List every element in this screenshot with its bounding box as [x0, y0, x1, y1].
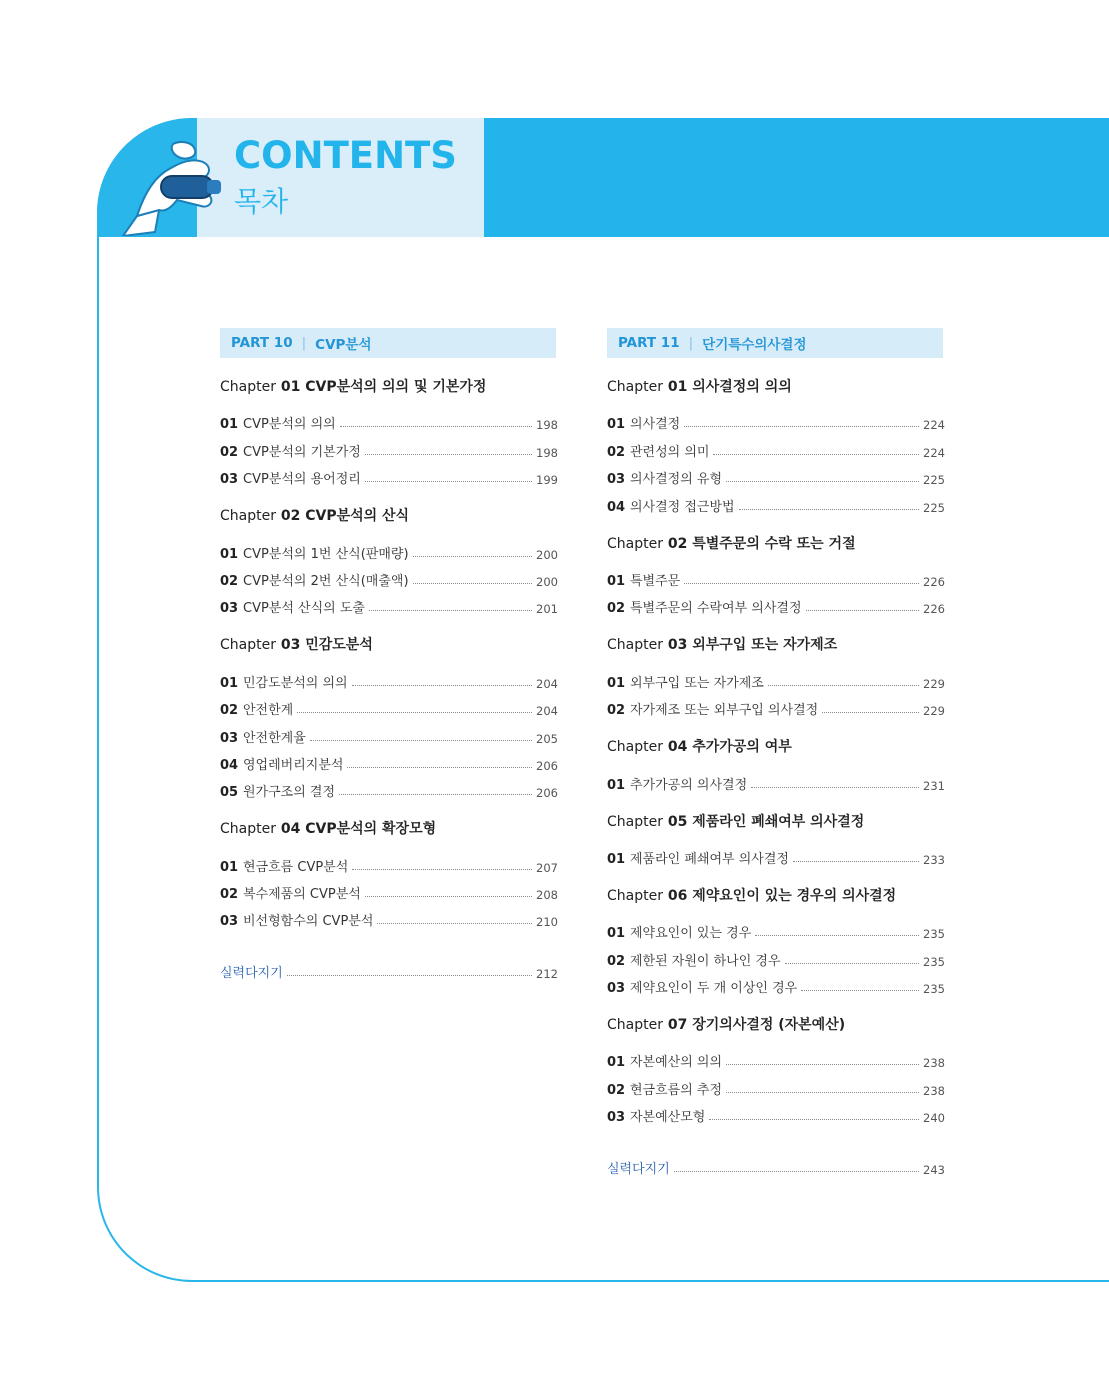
part-label: PART 10	[231, 335, 293, 351]
chapter-section	[220, 376, 556, 487]
contents-subtitle: 목차	[234, 185, 289, 218]
chapter-section	[607, 376, 943, 515]
part-label: PART 11	[618, 335, 680, 351]
toc-entry[interactable]: 05 원가구조의 결정 206	[220, 785, 558, 801]
toc-entry[interactable]: 01 추가가공의 의사결정 231	[607, 777, 945, 793]
toc-entry[interactable]: 03 자본예산모형 240	[607, 1110, 945, 1126]
toc-entry[interactable]: 01 CVP분석의 의의 198	[220, 417, 558, 433]
chapter-title: Chapter 02 CVP분석의 산식	[220, 508, 410, 525]
chapter-section	[607, 634, 943, 718]
toc-entry[interactable]: 01 자본예산의 의의 238	[607, 1055, 945, 1071]
toc-entry[interactable]: 02 특별주문의 수락여부 의사결정 226	[607, 601, 945, 617]
toc-entry[interactable]: 03 제약요인이 두 개 이상인 경우 235	[607, 981, 945, 997]
chapter-title: Chapter 01 CVP분석의 의의 및 기본가정	[220, 379, 487, 395]
chapter-title: Chapter 05 제품라인 폐쇄여부 의사결정	[607, 813, 865, 830]
chapter-title: Chapter 04 추가가공의 여부	[607, 739, 792, 756]
chapter-section	[607, 811, 943, 867]
chapter-title: Chapter 02 특별주문의 수락 또는 거절	[607, 535, 856, 552]
chapter-title: Chapter 03 외부구입 또는 자가제조	[607, 637, 838, 654]
part-separator: |	[301, 335, 307, 351]
toc-entry[interactable]: 03 CVP분석 산식의 도출 201	[220, 601, 558, 617]
toc-entry[interactable]: 02 자가제조 또는 외부구입 의사결정 229	[607, 703, 945, 719]
toc-entry[interactable]: 04 의사결정 접근방법 225	[607, 499, 945, 515]
chapter-section	[607, 885, 943, 996]
chapter-section	[607, 1014, 943, 1125]
chapter-title: Chapter 01 의사결정의 의의	[607, 379, 792, 395]
chapter-title: Chapter 06 제약요인이 있는 경우의 의사결정	[607, 887, 897, 904]
toc-entry[interactable]: 01 외부구입 또는 자가제조 229	[607, 675, 945, 691]
hand-holding-marker-icon	[115, 132, 225, 236]
contents-header	[97, 118, 1109, 237]
part-title: CVP분석	[315, 337, 372, 353]
part-heading	[220, 328, 556, 358]
toc-entry[interactable]: 02 현금흐름의 추정 238	[607, 1082, 945, 1098]
toc-column-part-11	[607, 328, 943, 1177]
toc-entry[interactable]: 01 제약요인이 있는 경우 235	[607, 926, 945, 942]
chapter-section	[220, 634, 556, 800]
toc-entry[interactable]: 01 CVP분석의 1번 산식(판매량) 200	[220, 546, 558, 562]
toc-entry[interactable]: 02 관련성의 의미 224	[607, 444, 945, 460]
chapter-section	[220, 818, 556, 929]
chapter-title: Chapter 07 장기의사결정 (자본예산)	[607, 1017, 846, 1034]
chapter-section	[607, 736, 943, 792]
toc-entry[interactable]: 02 CVP분석의 2번 산식(매출액) 200	[220, 573, 558, 589]
part-heading	[607, 328, 943, 358]
toc-entry[interactable]: 03 안전한계율 205	[220, 730, 558, 746]
toc-entry[interactable]: 02 CVP분석의 기본가정 198	[220, 444, 558, 460]
contents-title: CONTENTS	[234, 134, 457, 177]
part-separator: |	[688, 335, 694, 351]
part-title: 단기특수의사결정	[702, 337, 807, 353]
toc-entry[interactable]: 02 안전한계 204	[220, 703, 558, 719]
chapter-title: Chapter 03 민감도분석	[220, 637, 373, 654]
toc-entry[interactable]: 02 제한된 자원이 하나인 경우 235	[607, 953, 945, 969]
toc-entry[interactable]: 02 복수제품의 CVP분석 208	[220, 887, 558, 903]
chapter-section	[220, 505, 556, 616]
toc-entry[interactable]: 01 특별주문 226	[607, 573, 945, 589]
toc-entry[interactable]: 01 제품라인 폐쇄여부 의사결정 233	[607, 851, 945, 867]
toc-entry[interactable]: 03 CVP분석의 용어정리 199	[220, 472, 558, 488]
chapter-section	[607, 533, 943, 617]
toc-entry[interactable]: 04 영업레버리지분석 206	[220, 757, 558, 773]
toc-column-part-10	[220, 328, 556, 981]
header-accent-panel	[484, 118, 1109, 237]
toc-entry[interactable]: 03 비선형함수의 CVP분석 210	[220, 914, 558, 930]
review-entry[interactable]: 실력다지기 243	[607, 1161, 945, 1177]
review-entry[interactable]: 실력다지기 212	[220, 965, 558, 981]
toc-entry[interactable]: 01 의사결정 224	[607, 417, 945, 433]
chapter-title: Chapter 04 CVP분석의 확장모형	[220, 821, 437, 838]
toc-entry[interactable]: 01 민감도분석의 의의 204	[220, 675, 558, 691]
toc-entry[interactable]: 01 현금흐름 CVP분석 207	[220, 859, 558, 875]
toc-entry[interactable]: 03 의사결정의 유형 225	[607, 472, 945, 488]
